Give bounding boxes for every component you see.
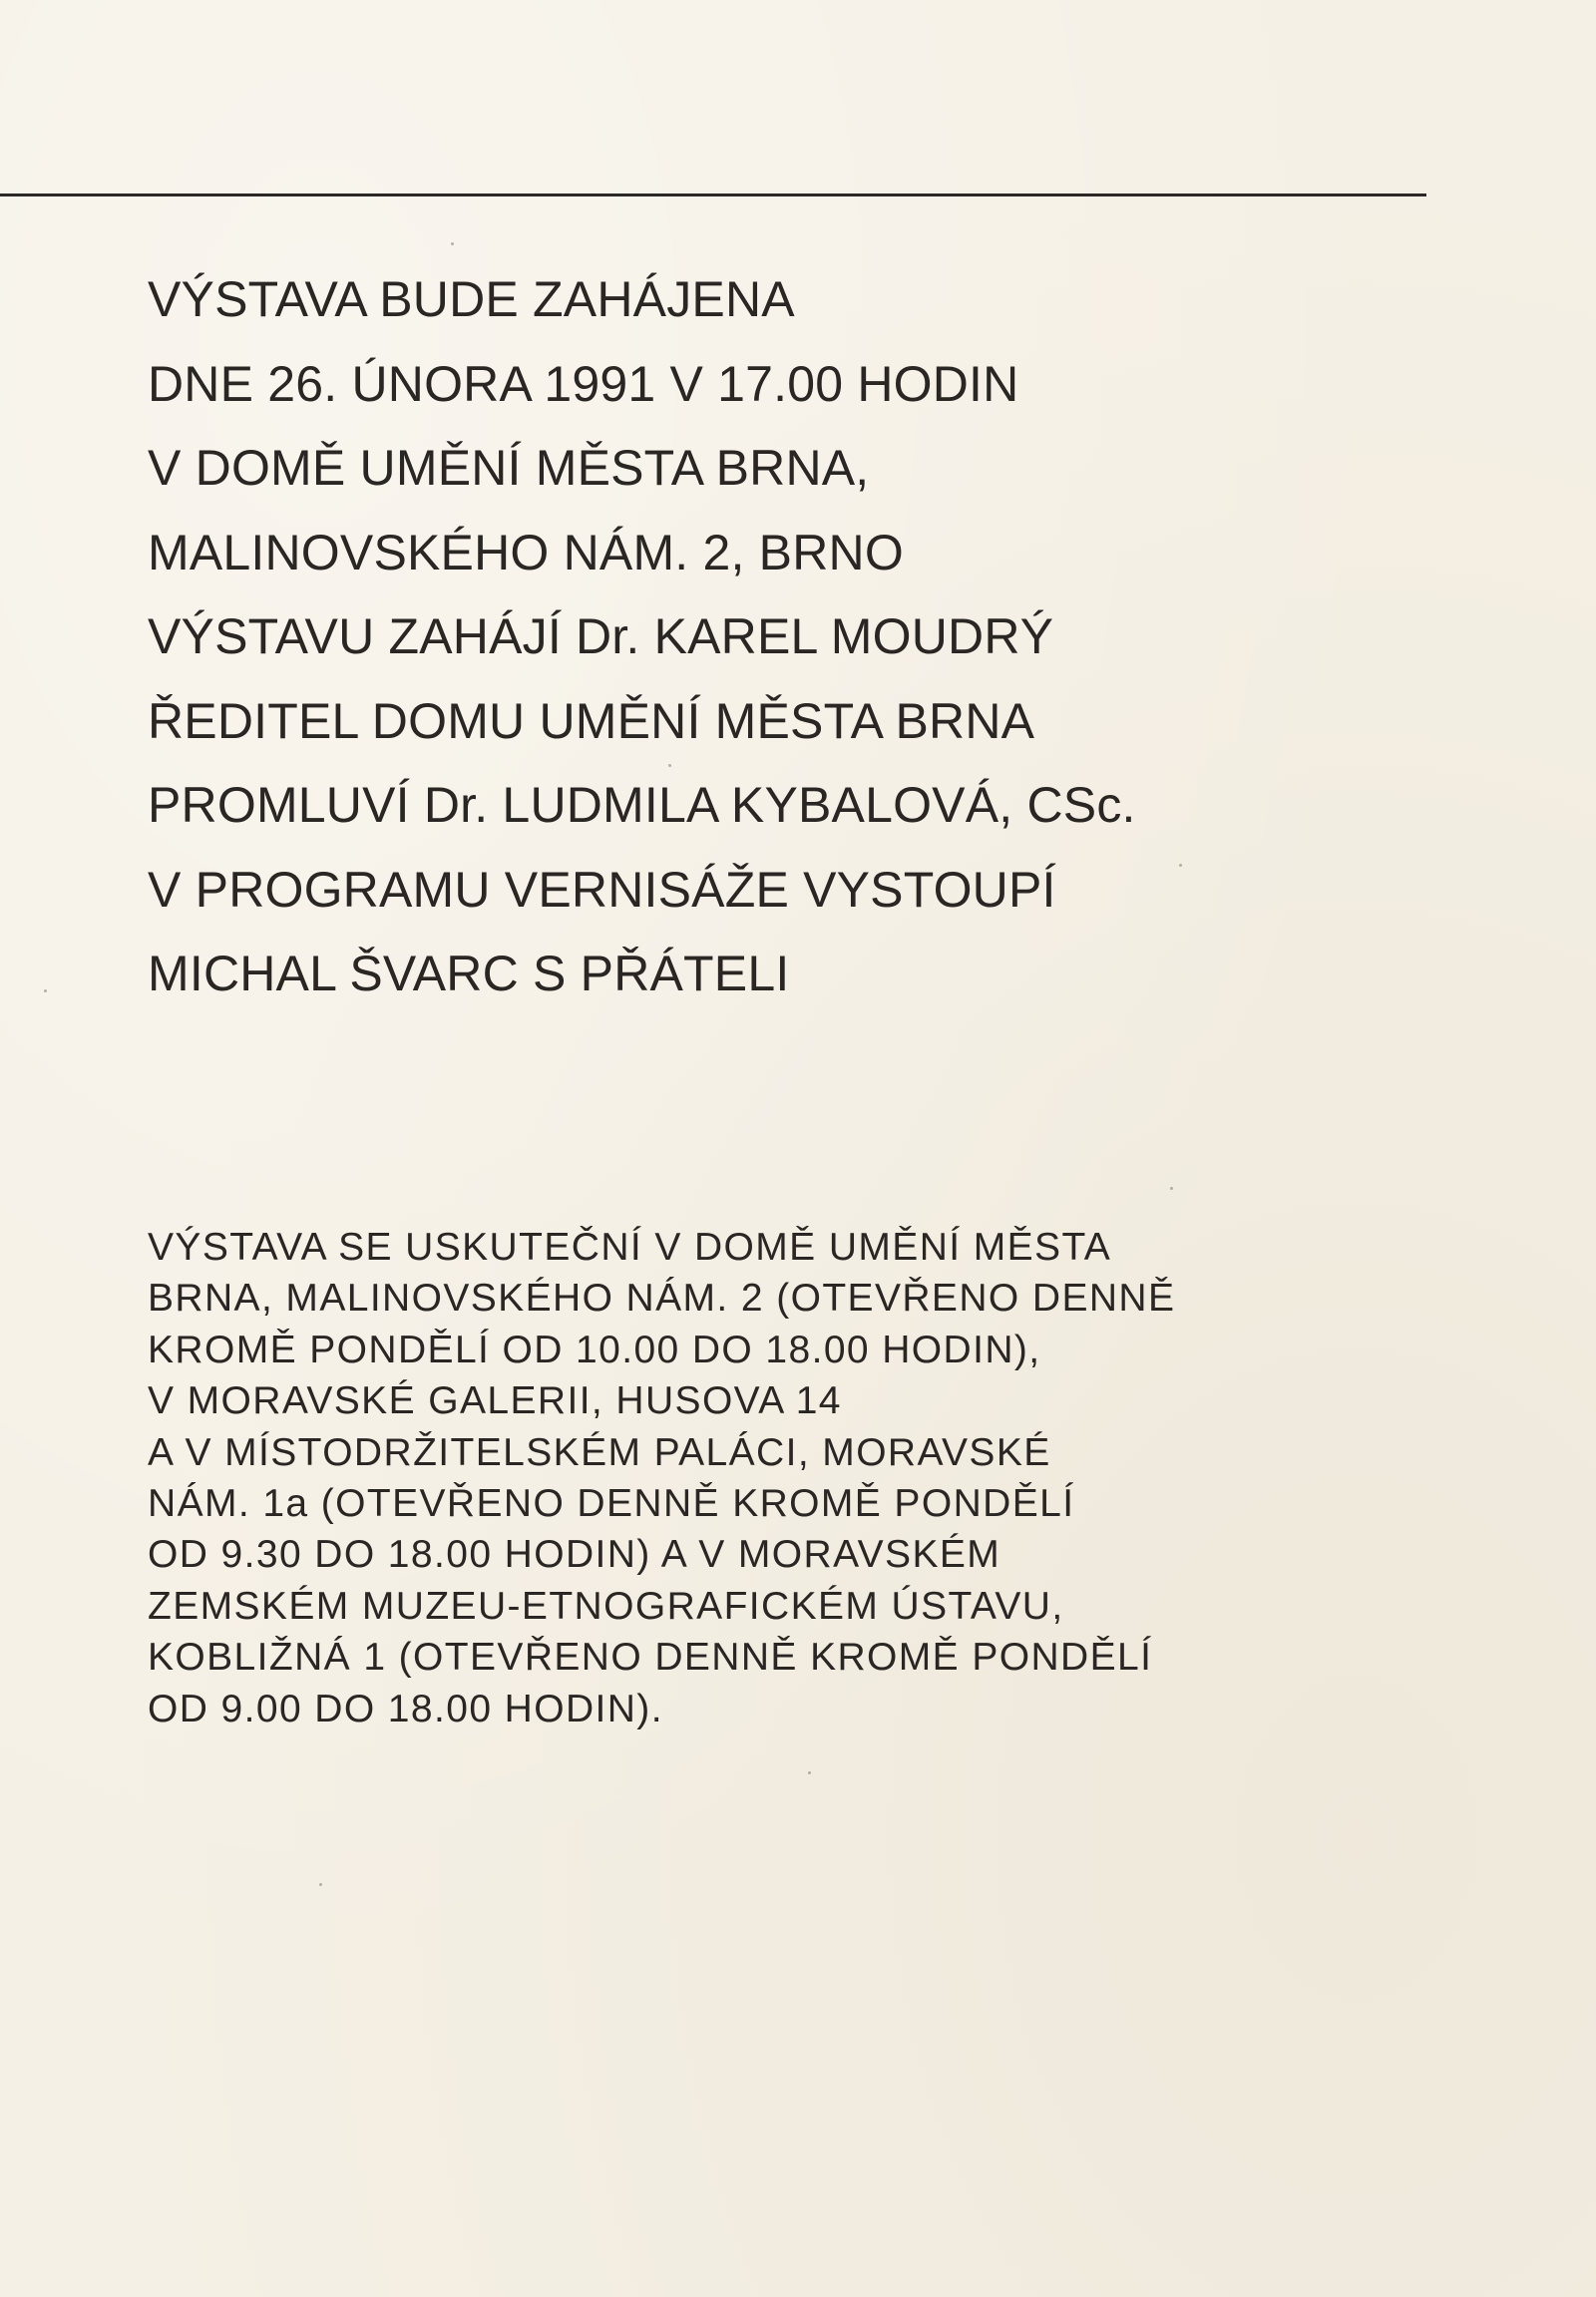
opening-line: MICHAL ŠVARC S PŘÁTELI	[148, 946, 790, 1001]
opening-line: DNE 26. ÚNORA 1991 V 17.00 HODIN	[148, 355, 1019, 412]
paper-speck	[451, 242, 454, 245]
venue-information	[148, 1222, 1175, 1734]
venue-line: KROMĚ PONDĚLÍ OD 10.00 DO 18.00 HODIN),	[148, 1328, 1041, 1371]
opening-line: VÝSTAVA BUDE ZAHÁJENA	[148, 271, 795, 327]
opening-line: VÝSTAVU ZAHÁJÍ Dr. KAREL MOUDRÝ	[148, 608, 1054, 664]
venue-line: BRNA, MALINOVSKÉHO NÁM. 2 (OTEVŘENO DENNĚ	[148, 1277, 1176, 1321]
paper-speck	[319, 1883, 322, 1886]
venue-line: NÁM. 1a (OTEVŘENO DENNĚ KROMĚ PONDĚLÍ	[148, 1481, 1075, 1525]
venue-line: VÝSTAVA SE USKUTEČNÍ V DOMĚ UMĚNÍ MĚSTA	[148, 1226, 1112, 1269]
paper-speck	[1179, 864, 1182, 867]
opening-announcement	[148, 257, 1136, 1016]
opening-line: ŘEDITEL DOMU UMĚNÍ MĚSTA BRNA	[148, 692, 1035, 749]
venue-line: ZEMSKÉM MUZEU-ETNOGRAFICKÉM ÚSTAVU,	[148, 1584, 1064, 1628]
top-divider-rule	[0, 193, 1426, 196]
opening-line: V DOMĚ UMĚNÍ MĚSTA BRNA,	[148, 440, 870, 496]
opening-line: PROMLUVÍ Dr. LUDMILA KYBALOVÁ, CSc.	[148, 777, 1136, 833]
paper-speck	[1170, 1187, 1173, 1190]
venue-line: OD 9.30 DO 18.00 HODIN) A V MORAVSKÉM	[148, 1533, 1001, 1577]
paper-speck	[44, 989, 47, 992]
venue-line: OD 9.00 DO 18.00 HODIN).	[148, 1687, 663, 1730]
opening-line: MALINOVSKÉHO NÁM. 2, BRNO	[148, 524, 904, 580]
venue-line: A V MÍSTODRŽITELSKÉM PALÁCI, MORAVSKÉ	[148, 1430, 1051, 1474]
paper-speck	[668, 764, 671, 767]
venue-line: KOBLIŽNÁ 1 (OTEVŘENO DENNĚ KROMĚ PONDĚLÍ	[148, 1636, 1153, 1680]
venue-line: V MORAVSKÉ GALERII, HUSOVA 14	[148, 1379, 842, 1423]
paper-speck	[808, 1771, 811, 1774]
opening-line: V PROGRAMU VERNISÁŽE VYSTOUPÍ	[148, 861, 1056, 918]
